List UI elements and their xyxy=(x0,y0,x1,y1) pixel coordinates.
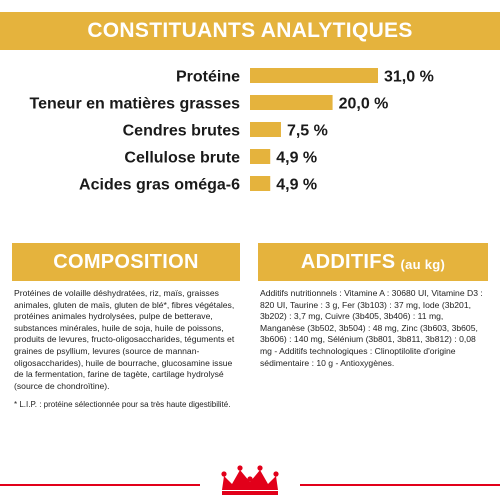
bar xyxy=(250,95,333,110)
value-label: 31,0 % xyxy=(384,68,434,86)
additifs-unit: (au kg) xyxy=(400,256,446,272)
bar xyxy=(250,122,281,137)
value-label: 7,5 % xyxy=(286,122,328,140)
additifs-title: ADDITIFS xyxy=(300,250,396,273)
analytical-constituents-title: CONSTITUANTS ANALYTIQUES xyxy=(87,19,413,42)
analytical-constituents-banner xyxy=(0,12,500,50)
additifs-banner xyxy=(258,243,488,281)
category-label: Protéine xyxy=(175,68,240,86)
additifs-text: Additifs nutritionnels : Vitamine A : 30680 UI, Vitamine D3 : 820 UI, Taurine : 3 g, Fer (3b103) : 37 mg, Iode (3b201, 3b202) : 3,7 mg, Cuivre (3b405, 3b406) : 11 mg, Manganèse (3b502, 3b504) : 48 mg, Zinc (3b603, 3b605, 3b606) : 140 mg, Sélénium (3b801, 3b811, 3b812) : 0,08 mg - Additifs technologiques : Clinoptilolite d'origine sédimentaire : 10 g - Antioxygènes. xyxy=(260,288,483,368)
category-label: Cellulose brute xyxy=(124,149,240,167)
bar xyxy=(250,176,270,191)
value-label: 4,9 % xyxy=(276,176,318,194)
composition-banner xyxy=(12,243,240,281)
bar xyxy=(250,68,378,83)
category-label: Teneur en matières grasses xyxy=(29,95,240,113)
composition-title: COMPOSITION xyxy=(53,250,199,273)
bar xyxy=(250,149,270,164)
category-label: Cendres brutes xyxy=(122,122,240,140)
composition-footnote: * L.I.P. : protéine sélectionnée pour sa très haute digestibilité. xyxy=(14,400,231,409)
value-label: 4,9 % xyxy=(276,149,318,167)
royal-canin-crown-logo-icon xyxy=(200,460,300,500)
value-label: 20,0 % xyxy=(338,95,389,113)
category-label: Acides gras oméga-6 xyxy=(79,176,240,194)
analytical-bar-chart xyxy=(0,60,500,220)
composition-text: Protéines de volaille déshydratées, riz, maïs, graisses animales, gluten de maïs, gluten de blé*, fibres végétales, protéines animales hydrolysées, pulpe de betterave, substances minérales, huile de soja, huile de poissons, produits de levures, fructo-oligosaccharides, téguments et graines de psyllium, levures (source de mannan-oligosaccharides), huile de bourrache, glucosamine issue de la fermentation, farine de tagète, cartilage hydrolysé (source de chondroïtine). xyxy=(14,288,235,391)
